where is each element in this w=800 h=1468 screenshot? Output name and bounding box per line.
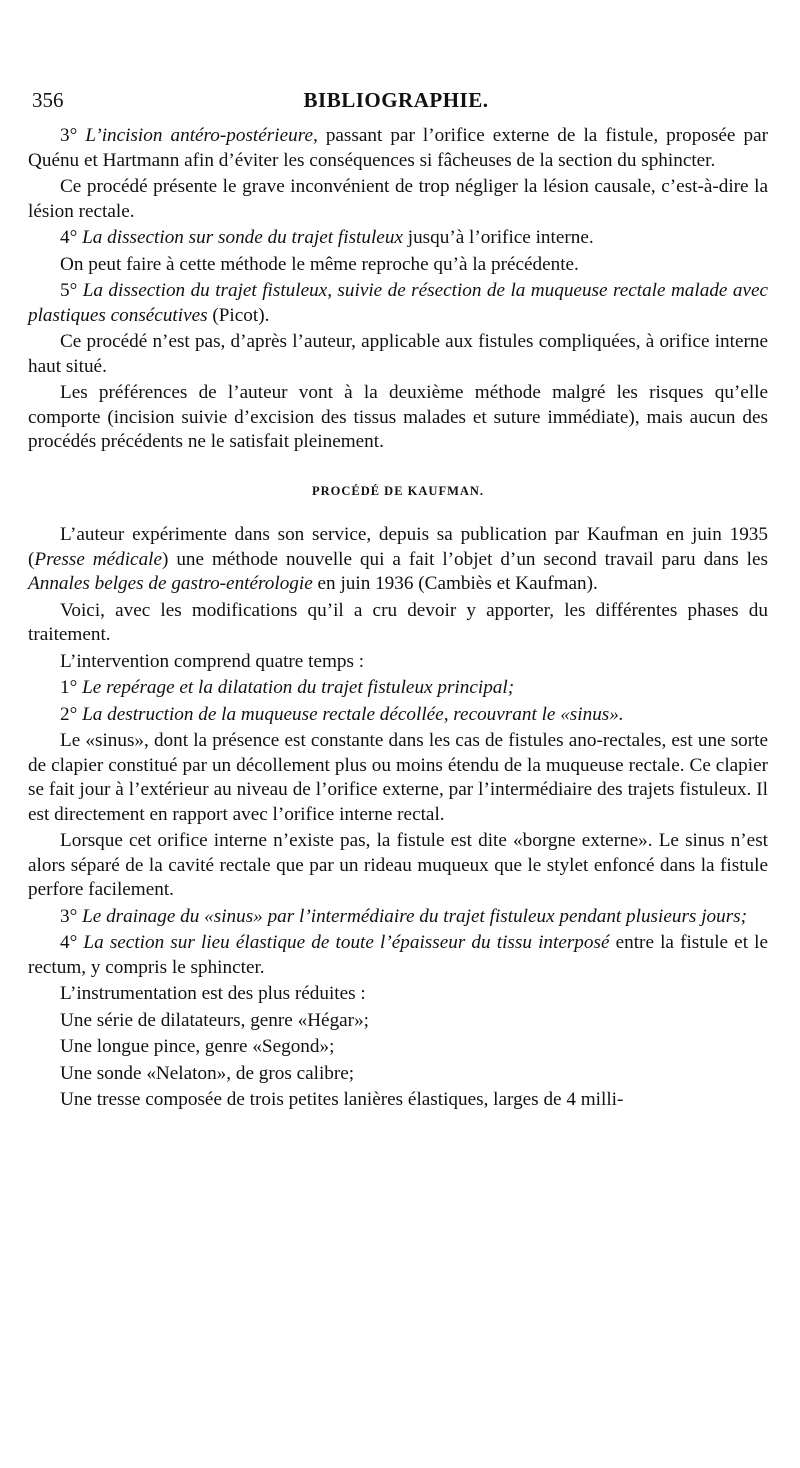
item-number: 5°: [60, 280, 78, 301]
list-item: Une longue pince, genre «Segond»;: [60, 1036, 335, 1057]
journal-title: Annales belges de gastro-entérologie: [28, 573, 313, 594]
page-header: [32, 88, 760, 118]
paragraph: Ce procédé n’est pas, d’après l’auteur, applicable aux fistules compliquées, à orifice interne haut situé.: [28, 331, 768, 377]
paragraph-dissection-sonde: 4° La dissection sur sonde du trajet fistuleux jusqu’à l’orifice interne.: [60, 227, 594, 248]
item-number: 1°: [60, 677, 78, 698]
method-title: L’incision antéro-postérieure,: [85, 125, 318, 146]
item-number: 3°: [60, 125, 78, 146]
page-number: 356: [32, 88, 64, 112]
paragraph: Les préférences de l’auteur vont à la deuxième méthode malgré les risques qu’elle comporte (incision suivie d’excision des tissus malades et suture immédiate), mais aucun des procédés précédents ne le satisfait pleinement.: [28, 382, 768, 452]
list-item: Une sonde «Nelaton», de gros calibre;: [60, 1062, 355, 1084]
paragraph-sinus: Le «sinus», dont la présence est constante dans les cas de fistules ano-rectales, est une sorte de clapier constitué par un décollement plus ou moins étendu de la muqueuse rectale. Ce clapier se fait jour à l’extérieur au niveau de l’orifice externe, par l’intermédiaire des trajets fistuleux. Il est directement en rapport avec l’orifice interne rectal.: [28, 730, 768, 825]
item-number: 3°: [60, 905, 78, 927]
step-3: 3° Le drainage du «sinus» par l’intermédiaire du trajet fistuleux pendant plusieurs jours;: [60, 905, 748, 927]
step-4: 4° La section sur lieu élastique de toute l’épaisseur du tissu interposé entre la fistule et le rectum, y compris le sphincter.: [28, 932, 769, 978]
section-heading: PROCÉDÉ DE KAUFMAN.: [311, 483, 485, 498]
item-number: 4°: [60, 932, 78, 953]
paragraph-antero-posterior-incision: 3° L’incision antéro-postérieure, passant par l’orifice externe de la fistule, proposée par Quénu et Hartmann afin d’éviter les conséquences si fâcheuses de la section du sphincter.: [28, 125, 768, 171]
step-2: 2° La destruction de la muqueuse rectale décollée, recouvrant le «sinus».: [60, 703, 624, 725]
paragraph: Voici, avec les modifications qu’il a cru devoir y apporter, les différentes phases du traitement.: [28, 599, 768, 645]
paragraph: L’intervention comprend quatre temps :: [60, 650, 365, 672]
journal-title: Presse médicale: [34, 548, 163, 570]
item-number: 2°: [60, 703, 78, 725]
list-item: Une tresse composée de trois petites lanières élastiques, larges de 4 milli-: [60, 1089, 624, 1110]
paragraph: On peut faire à cette méthode le même reproche qu’à la précédente.: [60, 253, 579, 275]
list-item: Une série de dilatateurs, genre «Hégar»;: [60, 1009, 369, 1031]
step-1: 1° Le repérage et la dilatation du trajet fistuleux principal;: [60, 677, 515, 698]
running-title: BIBLIOGRAPHIE.: [303, 88, 489, 112]
paragraph: L’instrumentation est des plus réduites :: [60, 983, 366, 1004]
page-body: [28, 124, 768, 1115]
paragraph-kaufman-intro: L’auteur expérimente dans son service, depuis sa publication par Kaufman en juin 1935 (Presse médicale) une méthode nouvelle qui a fait l’objet d’un second travail paru dans les Annales belges de gastro-entérologie en juin 1936 (Cambiès et Kaufman).: [28, 524, 768, 594]
paragraph-dissection-resection: 5° La dissection du trajet fistuleux, suivie de résection de la muqueuse rectale malade avec plastiques consécutives (Picot).: [28, 280, 768, 326]
method-title: La dissection sur sonde du trajet fistuleux: [82, 227, 403, 248]
paragraph-borgne: Lorsque cet orifice interne n’existe pas, la fistule est dite «borgne externe». Le sinus n’est alors séparé de la cavité rectale que par un rideau muqueux que le stylet enfoncé dans la fistule perfore facilement.: [28, 830, 768, 900]
paragraph: Ce procédé présente le grave inconvénient de trop négliger la lésion causale, c’est-à-dire la lésion rectale.: [28, 176, 768, 222]
method-title: La dissection du trajet fistuleux, suivie de résection de la muqueuse rectale malade avec plastiques consécutives: [28, 280, 768, 326]
item-number: 4°: [60, 227, 78, 248]
